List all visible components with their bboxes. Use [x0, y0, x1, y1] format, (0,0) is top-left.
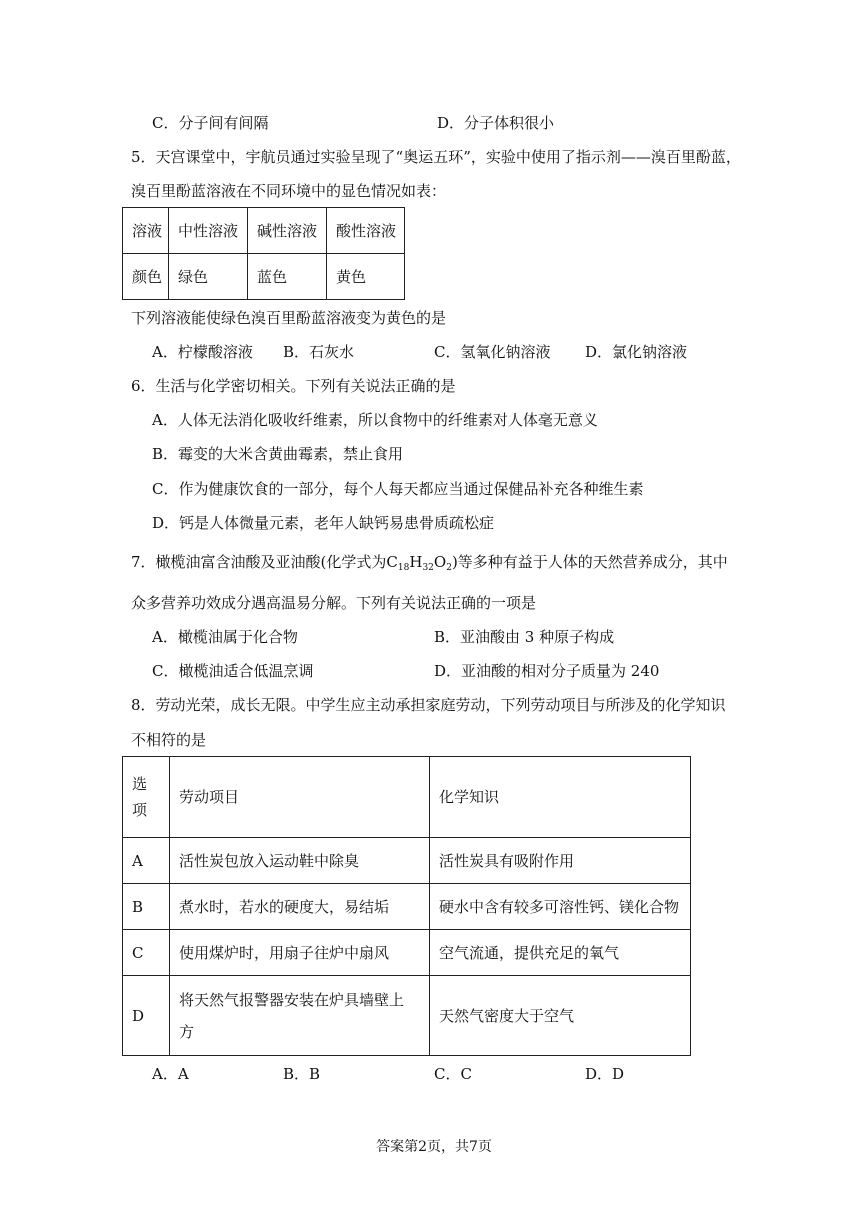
table-row [123, 838, 691, 884]
q6-option-a: A．人体无法消化吸收纤维素，所以食物中的纤维素对人体毫无意义 [152, 411, 598, 429]
q6-option-d: D．钙是人体微量元素，老年人缺钙易患骨质疏松症 [152, 514, 495, 532]
q8-stem-line1: 8．劳动光荣，成长无限。中学生应主动承担家庭劳动，下列劳动项目与所涉及的化学知识 [131, 696, 726, 714]
page-footer: 答案第2页，共7页 [376, 1139, 492, 1155]
q5-option-d: D．氯化钠溶液 [585, 343, 688, 361]
q8-stem-line2: 不相符的是 [131, 731, 207, 749]
q7-stem-line1 [131, 552, 728, 572]
q8-row-d-knowledge: 天然气密度大于空气 [430, 976, 691, 1056]
q7-option-c: C．橄榄油适合低温烹调 [152, 662, 314, 680]
table-row [123, 884, 691, 930]
q8-row-c-option: C [123, 930, 170, 976]
q8-option-c: C．C [434, 1065, 472, 1083]
q8-table-header-project: 劳动项目 [170, 757, 430, 838]
q7-option-d: D．亚油酸的相对分子质量为 240 [434, 662, 660, 680]
q8-row-d-option: D [123, 976, 170, 1056]
q8-row-b-project: 煮水时，若水的硬度大，易结垢 [170, 884, 430, 930]
q8-row-d-project: 将天然气报警器安装在炉具墙壁上 方 [170, 976, 430, 1056]
q5-option-b: B．石灰水 [283, 343, 355, 361]
q8-option-b: B．B [283, 1065, 321, 1083]
q8-row-a-option: A [123, 838, 170, 884]
q5-stem-line2: 溴百里酚蓝溶液在不同环境中的显色情况如表： [131, 182, 447, 200]
q5-table-header-neutral: 中性溶液 [169, 208, 248, 254]
q4-option-c: C．分子间有间隔 [152, 114, 269, 132]
q6-stem: 6．生活与化学密切相关。下列有关说法正确的是 [131, 377, 456, 395]
q5-table-header-alkaline: 碱性溶液 [248, 208, 327, 254]
q7-option-b: B．亚油酸由 3 种原子构成 [434, 628, 615, 646]
q5-table-cell-yellow: 黄色 [327, 254, 405, 300]
q6-option-c: C．作为健康饮食的一部分，每个人每天都应当通过保健品补充各种维生素 [152, 480, 644, 498]
q8-table-header-option: 选 项 [123, 757, 170, 838]
q5-table-header-acidic: 酸性溶液 [327, 208, 405, 254]
table-row [123, 976, 691, 1056]
q8-row-c-knowledge: 空气流通，提供充足的氧气 [430, 930, 691, 976]
q8-option-d: D．D [585, 1065, 625, 1083]
q7-stem-post: )等多种有益于人体的天然营养成分，其中 [451, 553, 728, 571]
q5-table-row-color: 颜色 [123, 254, 169, 300]
q8-row-c-project: 使用煤炉时，用扇子往炉中扇风 [170, 930, 430, 976]
q5-table [122, 207, 405, 300]
q8-row-b-option: B [123, 884, 170, 930]
q5-stem-line1: 5．天宫课堂中，宇航员通过实验呈现了“奥运五环”，实验中使用了指示剂——溴百里酚蓝， [131, 148, 741, 166]
q7-stem-line2: 众多营养功效成分遇高温易分解。下列有关说法正确的一项是 [131, 594, 537, 612]
q7-option-a: A．橄榄油属于化合物 [152, 628, 298, 646]
q8-row-a-knowledge: 活性炭具有吸附作用 [430, 838, 691, 884]
table-row [123, 930, 691, 976]
q8-table-header-knowledge: 化学知识 [430, 757, 691, 838]
q4-option-d: D．分子体积很小 [437, 114, 555, 132]
q6-option-b: B．霉变的大米含黄曲霉素，禁止食用 [152, 445, 404, 463]
q5-table-cell-green: 绿色 [169, 254, 248, 300]
q5-question: 下列溶液能使绿色溴百里酚蓝溶液变为黄色的是 [131, 309, 447, 327]
q5-table-header-solution: 溶液 [123, 208, 169, 254]
q5-option-c: C．氢氧化钠溶液 [434, 343, 551, 361]
q7-formula: $C_{18}H_{32}O_2$ [386, 553, 452, 573]
q8-option-a: A．A [152, 1065, 189, 1083]
q8-row-b-knowledge: 硬水中含有较多可溶性钙、镁化合物 [430, 884, 691, 930]
q7-stem-pre: 7．橄榄油富含油酸及亚油酸(化学式为 [131, 553, 387, 571]
q8-table [122, 756, 691, 1056]
q8-row-a-project: 活性炭包放入运动鞋中除臭 [170, 838, 430, 884]
q5-table-cell-blue: 蓝色 [248, 254, 327, 300]
q5-option-a: A．柠檬酸溶液 [152, 343, 253, 361]
